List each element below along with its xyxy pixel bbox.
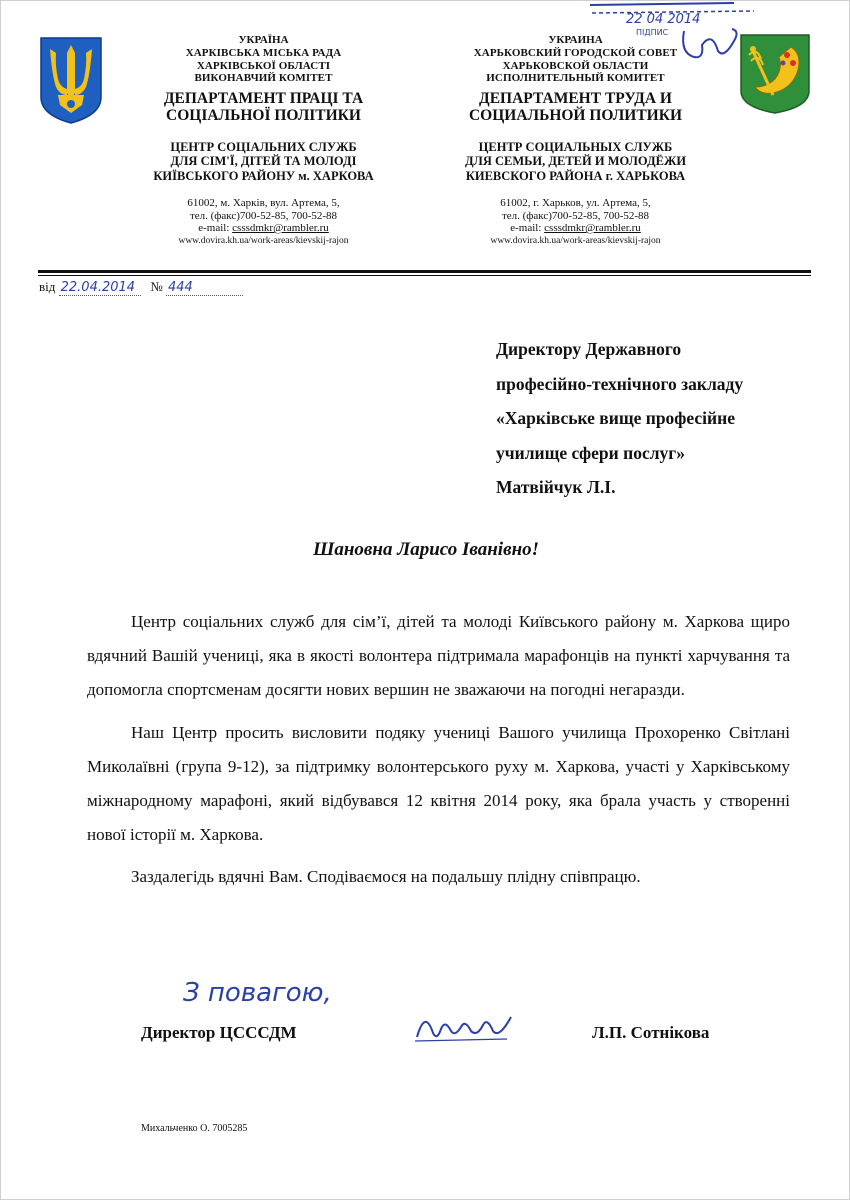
phone: тел. (факс)700-52-85, 700-52-88 bbox=[501, 209, 650, 222]
country-name: УКРАИНА bbox=[548, 34, 603, 46]
addressee-line: Матвійчук Л.І. bbox=[496, 477, 616, 497]
stamp-date: 22 04 2014 bbox=[626, 12, 701, 27]
body-paragraph: Наш Центр просить висловити подяку учениці Вашого училища Прохоренко Світлані Миколаївні (група 9-12), за підтримку волонтерського руху м. Харкова, участі у Харківському міжнародному марафоні, який відбувався 12 квітня 2014 року, яка брала участь у створенні нової історії м. Харкова. bbox=[87, 722, 790, 845]
center-name bbox=[121, 140, 406, 184]
center-line: КИЇВСЬКОГО РАЙОНУ м. ХАРКОВА bbox=[153, 168, 374, 183]
department-line: ДЕПАРТАМЕНТ ТРУДА И bbox=[479, 89, 672, 107]
department-name bbox=[121, 90, 406, 124]
council-line: ВИКОНАВЧИЙ КОМІТЕТ bbox=[194, 72, 333, 84]
email-link[interactable]: csssdmkr@rambler.ru bbox=[544, 222, 641, 234]
country-name: УКРАЇНА bbox=[238, 34, 289, 46]
addressee-line: училище сфери послуг» bbox=[496, 442, 685, 463]
council-line: ХАРКІВСЬКА МІСЬКА РАДА bbox=[185, 47, 342, 59]
addressee-line: «Харківське вище професійне bbox=[496, 408, 735, 428]
stamp-label: ПІДПИС bbox=[636, 28, 669, 37]
address: 61002, м. Харків, вул. Артема, 5, bbox=[187, 197, 340, 209]
center-line: ДЛЯ СІМ'Ї, ДІТЕЙ ТА МОЛОДІ bbox=[170, 154, 357, 168]
body-paragraph: Центр соціальних служб для сім’ї, дітей та молоді Київського району м. Харкова щиро вдячний Вашій учениці, яка в якості волонтера підтримала марафонців на пункті харчування та допомогла спортсменам досягти нових вершин не зважаючи на погодні негаразди. bbox=[87, 612, 790, 700]
website-link[interactable]: www.dovira.kh.ua/work-areas/kievskij-rajon bbox=[490, 235, 661, 246]
registration-line bbox=[39, 279, 243, 295]
signatory-title: Директор ЦСССДМ bbox=[141, 1023, 297, 1042]
website-link[interactable]: www.dovira.kh.ua/work-areas/kievskij-rajon bbox=[178, 235, 349, 246]
address: 61002, г. Харьков, ул. Артема, 5, bbox=[500, 197, 651, 209]
registration-date: 22.04.2014 bbox=[59, 280, 141, 296]
email-label: e-mail: bbox=[510, 222, 545, 234]
center-name bbox=[433, 140, 718, 184]
council-line: ХАРЬКОВСКИЙ ГОРОДСКОЙ СОВЕТ bbox=[473, 47, 678, 59]
signature-icon bbox=[411, 1003, 521, 1047]
executor-note: Михальченко О. 7005285 bbox=[141, 1123, 248, 1134]
header-divider-thin bbox=[38, 275, 811, 276]
closing-handwritten bbox=[179, 965, 379, 1015]
body-paragraph: Заздалегідь вдячні Вам. Сподіваємося на подальшу плідну співпрацю. bbox=[131, 867, 641, 887]
number-label: № bbox=[150, 279, 163, 294]
signatory-name: Л.П. Сотнікова bbox=[592, 1023, 710, 1042]
addressee-line: професійно-технічного закладу bbox=[496, 373, 744, 394]
from-label: від bbox=[39, 279, 56, 294]
signature-area bbox=[1, 961, 850, 1081]
addressee-line: Директору Державного bbox=[496, 339, 682, 359]
council-line: ХАРЬКОВСКОЙ ОБЛАСТИ bbox=[502, 59, 649, 72]
incoming-stamp bbox=[584, 1, 764, 63]
ukraine-coat-of-arms-icon bbox=[38, 35, 104, 125]
closing-text: З повагою, bbox=[183, 978, 332, 1008]
council-line: ХАРКІВСЬКОЇ ОБЛАСТІ bbox=[196, 59, 331, 72]
center-line: ДЛЯ СЕМЬИ, ДЕТЕЙ И МОЛОДЁЖИ bbox=[464, 154, 687, 168]
council-line: ИСПОЛНИТЕЛЬНЫЙ КОМИТЕТ bbox=[486, 72, 665, 84]
header-russian bbox=[433, 34, 718, 247]
registration-number: 444 bbox=[166, 280, 243, 296]
center-line: ЦЕНТР СОЦІАЛЬНИХ СЛУЖБ bbox=[170, 139, 357, 154]
email-line bbox=[433, 222, 718, 235]
header-divider-thick bbox=[38, 270, 811, 273]
salutation: Шановна Ларисо Іванівно! bbox=[312, 539, 540, 560]
department-line: ДЕПАРТАМЕНТ ПРАЦІ ТА bbox=[163, 89, 364, 107]
center-line: КИЕВСКОГО РАЙОНА г. ХАРЬКОВА bbox=[465, 168, 686, 183]
email-label: e-mail: bbox=[198, 222, 233, 234]
phone: тел. (факс)700-52-85, 700-52-88 bbox=[189, 209, 338, 222]
letter-body bbox=[87, 605, 790, 903]
email-line bbox=[121, 222, 406, 235]
department-line: СОЦИАЛЬНОЙ ПОЛИТИКИ bbox=[468, 106, 683, 124]
department-name bbox=[433, 90, 718, 124]
email-link[interactable]: csssdmkr@rambler.ru bbox=[232, 222, 329, 234]
center-line: ЦЕНТР СОЦИАЛЬНЫХ СЛУЖБ bbox=[478, 139, 673, 154]
header-ukrainian bbox=[121, 34, 406, 247]
department-line: СОЦІАЛЬНОЇ ПОЛІТИКИ bbox=[166, 106, 361, 124]
addressee-block bbox=[496, 332, 816, 505]
